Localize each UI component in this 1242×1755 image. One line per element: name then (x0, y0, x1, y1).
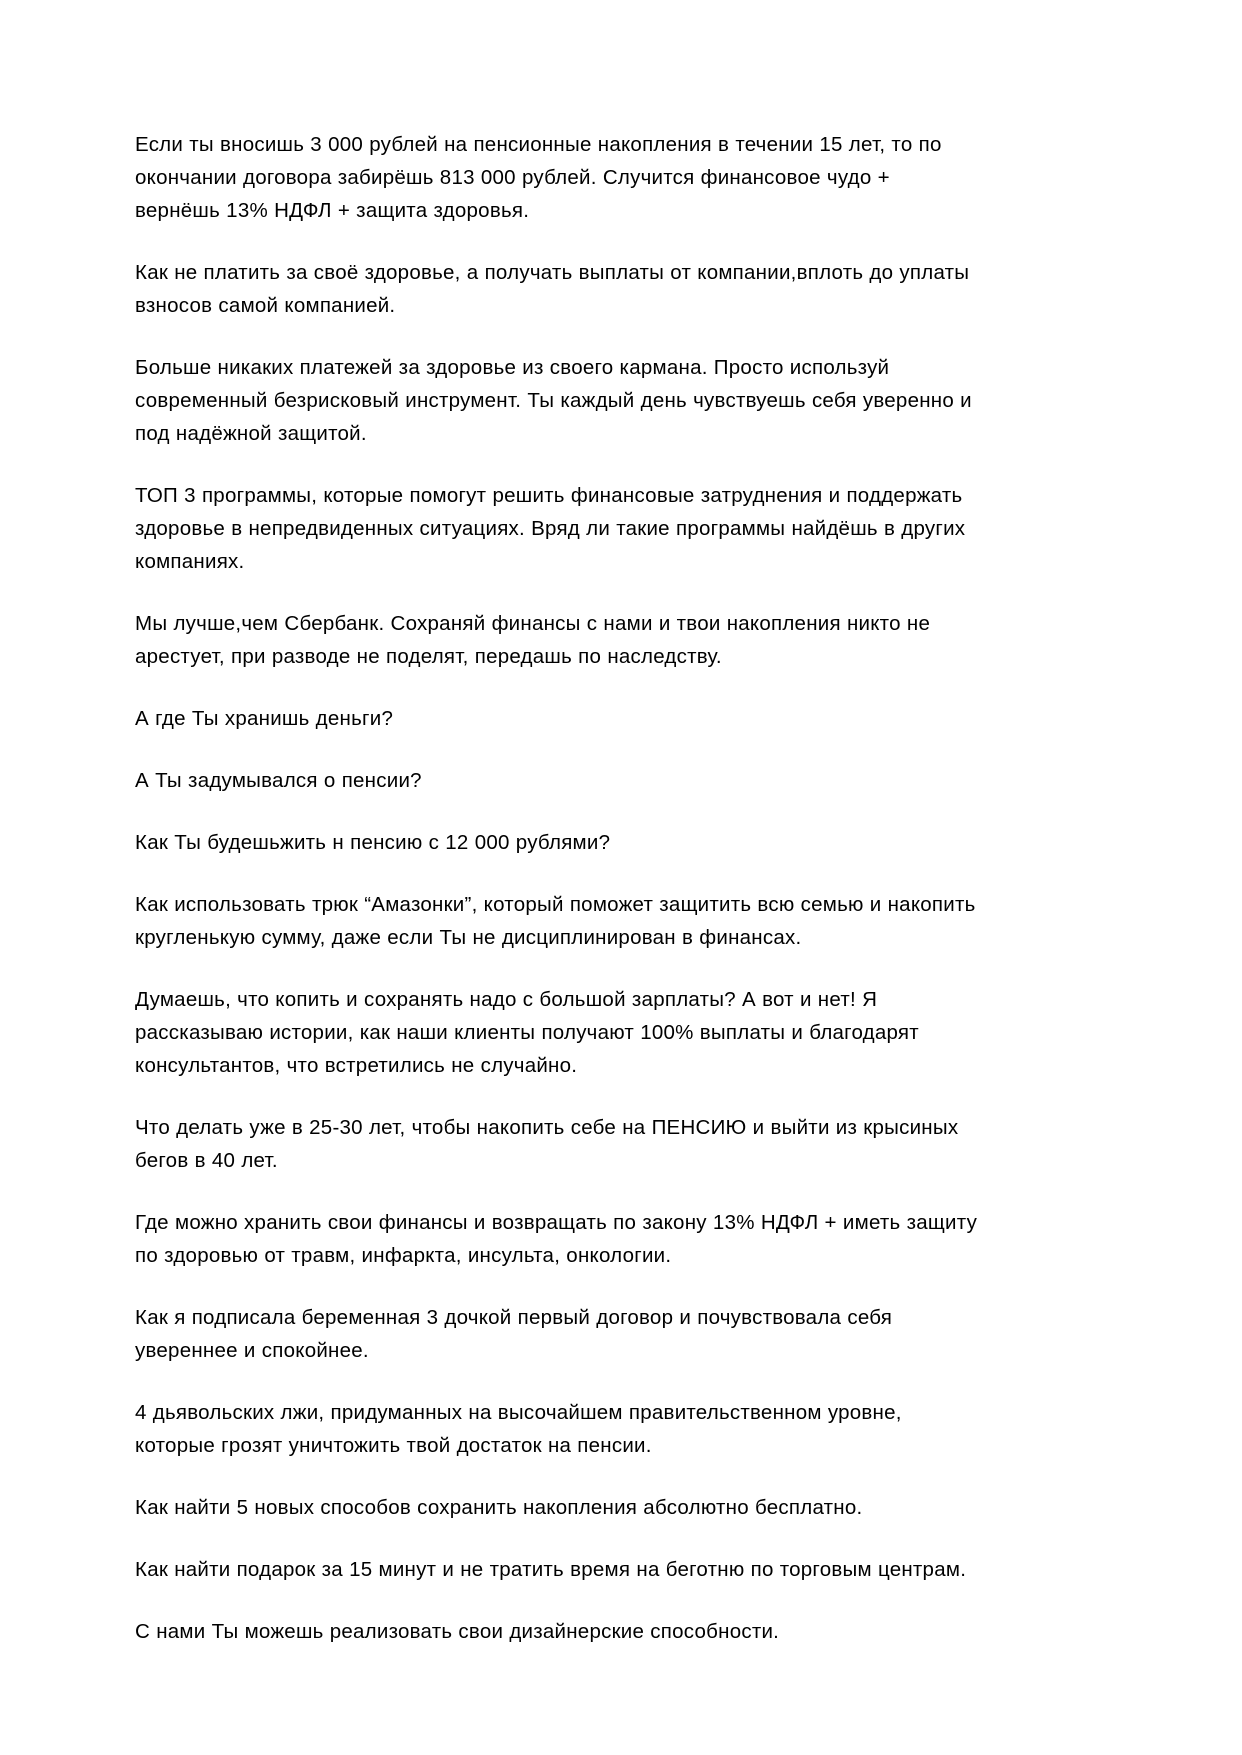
paragraph: А Ты задумывался о пенсии? (135, 769, 422, 792)
document-body (135, 128, 984, 1648)
paragraph: С нами Ты можешь реализовать свои дизайнерские способности. (135, 1620, 780, 1643)
paragraph: ТОП 3 программы, которые помогут решить финансовые затруднения и поддержать здоровье в непредвиденных ситуациях. Вряд ли такие программы найдёшь в других компаниях. (135, 484, 972, 573)
paragraph: Как я подписала беременная 3 дочкой первый договор и почувствовала себя увереннее и спокойнее. (135, 1306, 899, 1362)
paragraph: Больше никаких платежей за здоровье из своего кармана. Просто используй современный безрисковый инструмент. Ты каждый день чувствуешь себя уверенно и под надёжной защитой. (135, 356, 979, 445)
paragraph: 4 дьявольских лжи, придуманных на высочайшем правительственном уровне, которые грозят уничтожить твой достаток на пенсии. (135, 1401, 908, 1457)
paragraph: Как использовать трюк “Амазонки”, который поможет защитить всю семью и накопить кругленькую сумму, даже если Ты не дисциплинирован в финансах. (135, 893, 982, 949)
paragraph: А где Ты хранишь деньги? (135, 707, 394, 730)
paragraph: Как не платить за своё здоровье, а получать выплаты от компании,вплоть до уплаты взносов самой компанией. (135, 261, 976, 317)
paragraph: Если ты вносишь 3 000 рублей на пенсионные накопления в течении 15 лет, то по окончании договора забирёшь 813 000 рублей. Случится финансовое чудо + вернёшь 13% НДФЛ + защита здоровья. (135, 133, 948, 222)
paragraph: Как найти подарок за 15 минут и не тратить время на беготню по торговым центрам. (135, 1558, 967, 1581)
paragraph: Думаешь, что копить и сохранять надо с большой зарплаты? А вот и нет! Я рассказываю истории, как наши клиенты получают 100% выплаты и благодарят консультантов, что встретились не случайно. (135, 988, 926, 1077)
paragraph: Как Ты будешьжить н пенсию с 12 000 рублями? (135, 831, 611, 854)
paragraph: Что делать уже в 25-30 лет, чтобы накопить себе на ПЕНСИЮ и выйти из крысиных бегов в 40 лет. (135, 1116, 965, 1172)
paragraph: Как найти 5 новых способов сохранить накопления абсолютно бесплатно. (135, 1496, 863, 1519)
paragraph: Мы лучше,чем Сбербанк. Сохраняй финансы с нами и твои накопления никто не арестует, при разводе не поделят, передашь по наследству. (135, 612, 937, 668)
paragraph: Где можно хранить свои финансы и возвращать по закону 13% НДФЛ + иметь защиту по здоровью от травм, инфаркта, инсульта, онкологии. (135, 1211, 984, 1267)
